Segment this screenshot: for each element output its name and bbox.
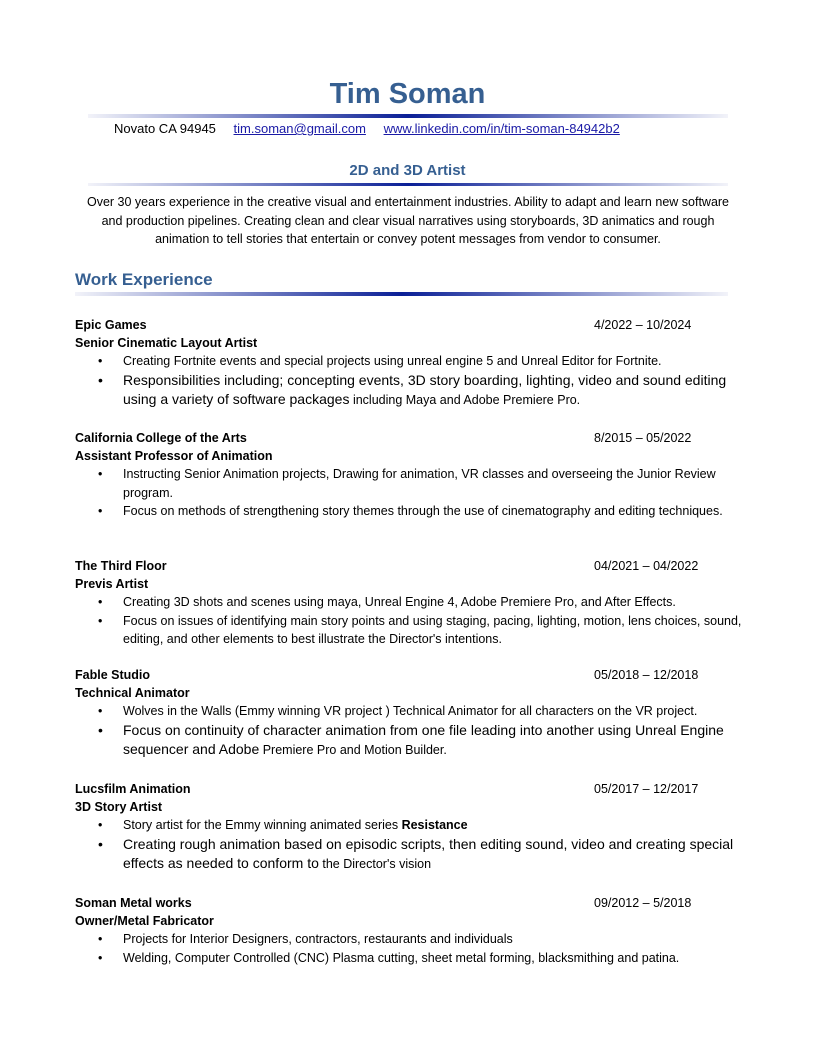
- company-name: Fable Studio: [75, 668, 150, 682]
- job-bullet: • Focus on methods of strengthening story themes through the use of cinematography and editing techniques.: [98, 504, 723, 518]
- job-bullet: • Creating 3D shots and scenes using maya, Unreal Engine 4, Adobe Premiere Pro, and After Effects.: [98, 595, 676, 609]
- job-dates: 8/2015 – 05/2022: [594, 431, 692, 445]
- job-entry: [75, 557, 745, 649]
- company-name: Soman Metal works: [75, 896, 192, 910]
- job-bullet: • Instructing Senior Animation projects, Drawing for animation, VR classes and overseeing the Junior Review program.: [98, 467, 716, 500]
- contact-line: [114, 121, 620, 136]
- job-dates: 05/2017 – 12/2017: [594, 782, 699, 796]
- professional-title: 2D and 3D Artist: [349, 162, 466, 179]
- linkedin-link[interactable]: www.linkedin.com/in/tim-soman-84942b2: [383, 121, 620, 136]
- summary-paragraph: Over 30 years experience in the creative visual and entertainment industries. Ability to adapt and learn new software and production pipelines. Creating clean and clear visual narratives using storyboards, 3D animatics and rough animation to tell stories that entertain or convey potent messages from vendor to consumer.: [86, 195, 730, 246]
- company-name: Epic Games: [75, 318, 147, 332]
- job-role: Previs Artist: [75, 577, 149, 591]
- work-divider: [75, 292, 728, 296]
- job-dates: 09/2012 – 5/2018: [594, 896, 692, 910]
- job-entry: [75, 316, 745, 411]
- location: Novato CA 94945: [114, 121, 216, 136]
- job-bullet: • Focus on issues of identifying main story points and using staging, pacing, lighting, motion, lens choices, sound, editing, and other elements to best illustrate the Director's intentions.: [98, 613, 742, 646]
- title-divider: [88, 183, 728, 186]
- job-role: Senior Cinematic Layout Artist: [75, 336, 258, 350]
- job-dates: 04/2021 – 04/2022: [594, 559, 699, 573]
- header-divider: [88, 114, 728, 118]
- company-name: Lucsfilm Animation: [75, 782, 191, 796]
- job-bullet: • Projects for Interior Designers, contractors, restaurants and individuals: [98, 932, 513, 946]
- job-entry: [75, 429, 745, 521]
- work-experience-heading: Work Experience: [75, 270, 213, 289]
- job-role: Technical Animator: [75, 686, 190, 700]
- job-role: Assistant Professor of Animation: [75, 449, 273, 463]
- job-role: Owner/Metal Fabricator: [75, 914, 214, 928]
- job-bullet: • Welding, Computer Controlled (CNC) Plasma cutting, sheet metal forming, blacksmithing and patina.: [98, 950, 680, 965]
- job-bullet: • Story artist for the Emmy winning animated series Resistance: [98, 818, 468, 832]
- job-bullet: • Focus on continuity of character animation from one file leading into another using Unreal Engine sequencer and Adobe Premiere Pro and Motion Builder.: [98, 721, 724, 757]
- email-link[interactable]: tim.soman@gmail.com: [233, 121, 366, 136]
- job-bullet: • Creating Fortnite events and special projects using unreal engine 5 and Unreal Editor for Fortnite.: [98, 354, 662, 368]
- company-name: California College of the Arts: [75, 431, 247, 445]
- candidate-name: Tim Soman: [329, 78, 486, 110]
- job-bullet: • Responsibilities including; concepting events, 3D story boarding, lighting, video and sound editing using a variety of software packages including Maya and Adobe Premiere Pro.: [98, 371, 727, 407]
- company-name: The Third Floor: [75, 559, 167, 573]
- job-role: 3D Story Artist: [75, 800, 163, 814]
- job-dates: 05/2018 – 12/2018: [594, 668, 699, 682]
- job-entry: [75, 894, 745, 967]
- job-entry: [75, 780, 745, 875]
- job-entry: [75, 666, 745, 761]
- job-bullet: • Creating rough animation based on episodic scripts, then editing sound, video and creating special effects as needed to conform to the Director's vision: [98, 835, 734, 871]
- job-dates: 4/2022 – 10/2024: [594, 318, 692, 332]
- job-bullet: • Wolves in the Walls (Emmy winning VR project ) Technical Animator for all characters on the VR project.: [98, 704, 698, 718]
